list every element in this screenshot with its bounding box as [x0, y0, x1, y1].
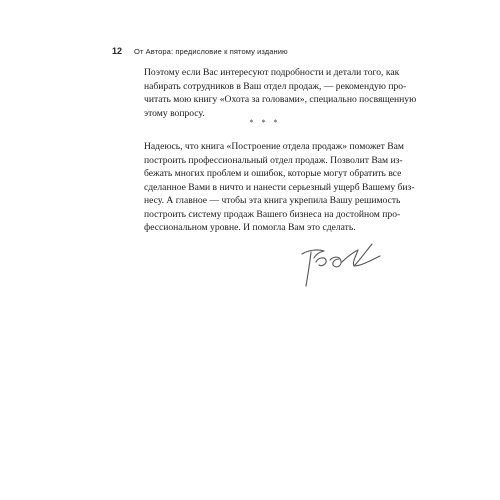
page-number: 12 — [112, 46, 123, 56]
paragraph-line: построить профессиональный отдел продаж. Позволит Вам из- — [144, 154, 403, 166]
paragraph-line: фессиональном уровне. И помогла Вам это сделать. — [144, 222, 356, 233]
signature-icon — [294, 232, 384, 292]
running-title: От Автора: предисловие к пятому изданию — [134, 46, 288, 56]
paragraph-line: набирать сотрудников в Ваш отдел продаж, — рекомендую про- — [144, 80, 407, 92]
paragraph-line: сделанное Вами в ничто и нанести серьезный ущерб Вашему биз- — [144, 181, 415, 193]
paragraph-line: Надеюсь, что книга «Построение отдела продаж» поможет Вам — [144, 141, 404, 152]
paragraph-line: этому вопросу. — [144, 107, 205, 119]
page-header — [112, 44, 412, 58]
paragraph-2 — [144, 140, 415, 235]
section-separator: * * * — [249, 118, 281, 127]
paragraph-line: бежать многих проблем и ошибок, которые могут обратить все — [144, 168, 402, 179]
paragraph-line: Поэтому если Вас интересуют подробности и детали того, как — [144, 67, 400, 78]
paragraph-1 — [144, 66, 417, 120]
paragraph-line: несу. А главное — чтобы эта книга укрепила Вашу решимость — [144, 195, 401, 206]
paragraph-line: построить систему продаж Вашего бизнеса на достойном про- — [144, 208, 401, 220]
paragraph-line: читать мою книгу «Охота за головами», специально посвященную — [144, 94, 417, 105]
